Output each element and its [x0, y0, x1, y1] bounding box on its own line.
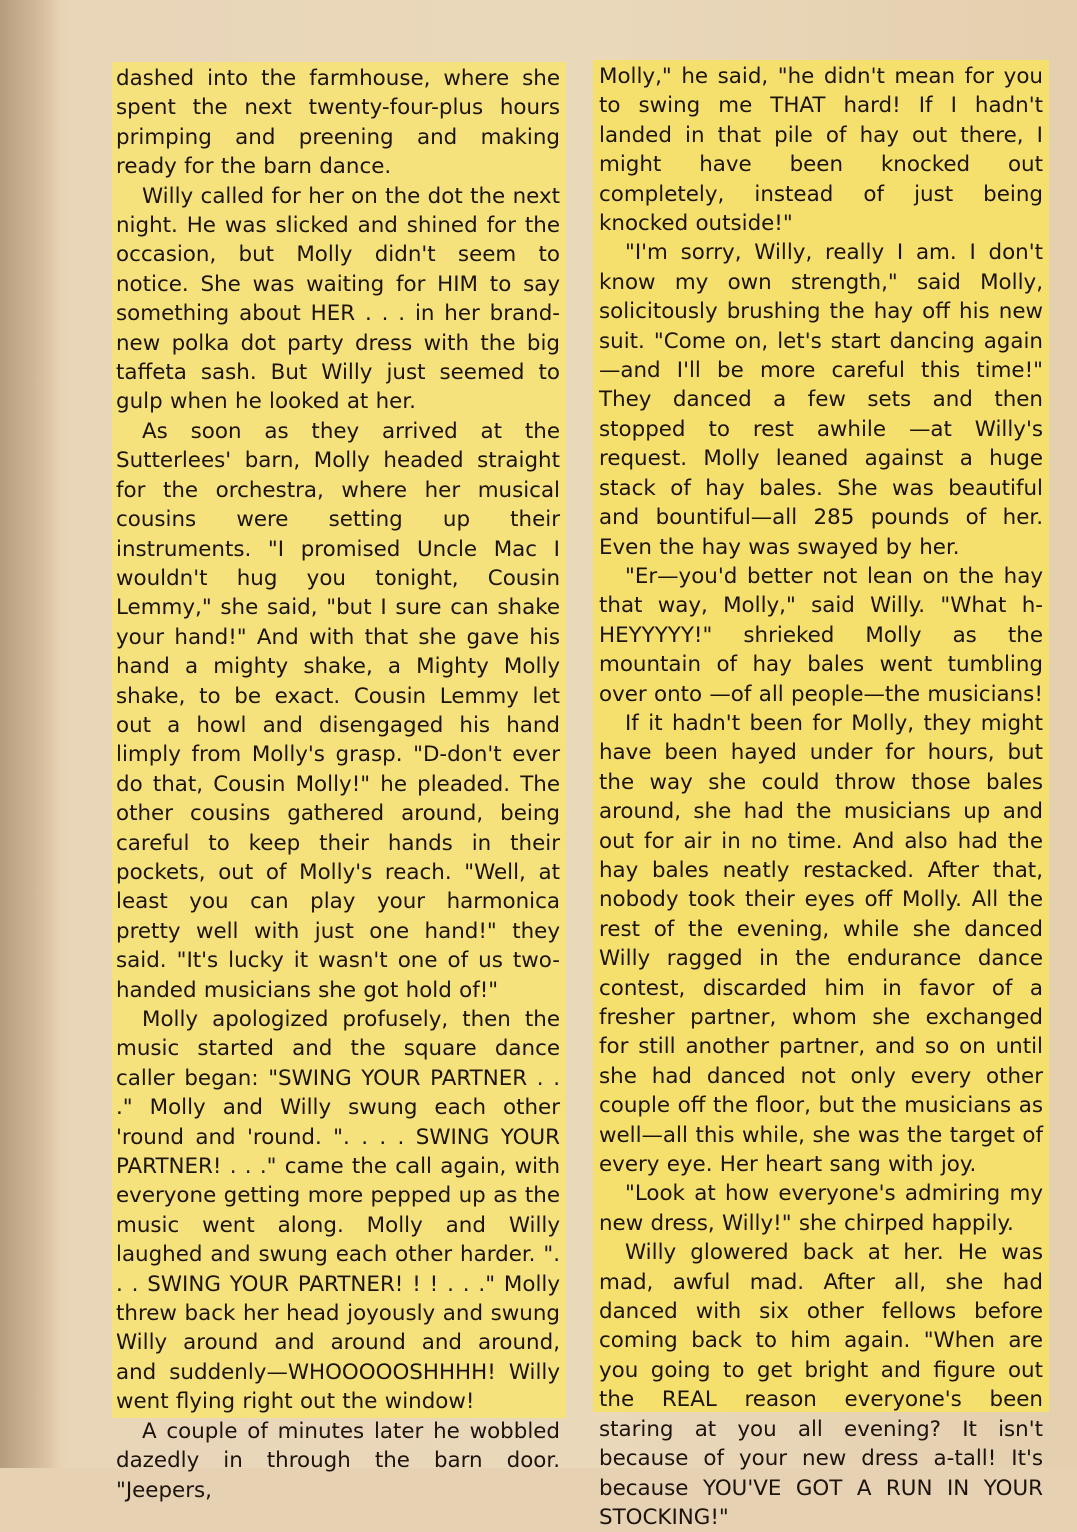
binding-shadow — [0, 0, 58, 1468]
paragraph: Willy glowered back at her. He was mad, awful mad. After all, she had danced with six other fellows before coming back to him again. "When are you going to get bright and figure out the REAL reason everyone's been staring at you all evening? It isn't because of your new dress a-tall! It's because YOU'VE GOT A RUN IN YOUR STOCKING!" — [599, 1240, 1043, 1530]
paragraph: If it hadn't been for Molly, they might have been hayed under for hours, but the way she could throw those bales around, she had the musicians up and out for air in no time. And also had the hay bales neatly restacked. After that, nobody took their eyes off Molly. All the rest of the evening, while she danced Willy ragged in the endurance dance contest, discarded him in favor of a fresher partner, whom she exchanged for still another partner, and so on until she had danced not only every other couple off the floor, but the musicians as well—all this while, she was the target of every eye. Her heart sang with joy. — [599, 710, 1043, 1178]
paragraph: Molly," he said, "he didn't mean for you to swing me THAT hard! If I hadn't landed in that pile of hay out there, I might have been knocked out completely, instead of just being knocked outside!" — [599, 64, 1043, 237]
paragraph: "Er—you'd better not lean on the hay that way, Molly," said Willy. "What h-HEYYYYY!" shrieked Molly as the mountain of hay bales went tumbling over onto —of all people—the musicians! — [599, 563, 1043, 707]
paragraph: "Look at how everyone's admiring my new dress, Willy!" she chirped happily. — [599, 1181, 1043, 1236]
text-column-right — [593, 60, 1049, 1530]
paragraph: Molly apologized profusely, then the music started and the square dance caller began: "SWING YOUR PARTNER . . ." Molly and Willy swung each other 'round and 'round. ". . . . SWING YOUR PARTNER! . . ." came the call again, with everyone getting more pepped up as the music went along. Molly and Willy laughed and swung each other harder. ". . . SWING YOUR PARTNER! ! ! . . ." Molly threw back her head joyously and swung Willy around and around and around, and suddenly—WHOOOOOSHHHH! Willy went flying right out the window! — [116, 1007, 560, 1415]
paragraph: dashed into the farmhouse, where she spent the next twenty-four-plus hours primping and preening and making ready for the barn dance. — [116, 66, 560, 180]
paragraph: As soon as they arrived at the Sutterlees' barn, Molly headed straight for the orchestra, where her musical cousins were setting up their instruments. "I promised Uncle Mac I wouldn't hug you tonight, Cousin Lemmy," she said, "but I sure can shake your hand!" And with that she gave his hand a mighty shake, a Mighty Molly shake, to be exact. Cousin Lemmy let out a howl and disengaged his hand limply from Molly's grasp. "D-don't ever do that, Cousin Molly!" he pleaded. The other cousins gathered around, being careful to keep their hands in their pockets, out of Molly's reach. "Well, at least you can play your harmonica pretty well with just one hand!" they said. "It's lucky it wasn't one of us two-handed musicians she got hold of!" — [116, 418, 560, 1003]
paragraph: "I'm sorry, Willy, really I am. I don't know my own strength," said Molly, solicitously brushing the hay off his new suit. "Come on, let's start dancing again—and I'll be more careful this time!" They danced a few sets and then stopped to rest awhile —at Willy's request. Molly leaned against a huge stack of hay bales. She was beautiful and bountiful—all 285 pounds of her. Even the hay was swayed by her. — [599, 240, 1043, 560]
text-column-left — [112, 62, 566, 1503]
paragraph: A couple of minutes later he wobbled dazedly in through the barn door. "Jeepers, — [116, 1418, 560, 1503]
paragraph: Willy called for her on the dot the next night. He was slicked and shined for the occasion, but Molly didn't seem to notice. She was waiting for HIM to say something about HER . . . in her brand-new polka dot party dress with the big taffeta sash. But Willy just seemed to gulp when he looked at her. — [116, 183, 560, 415]
